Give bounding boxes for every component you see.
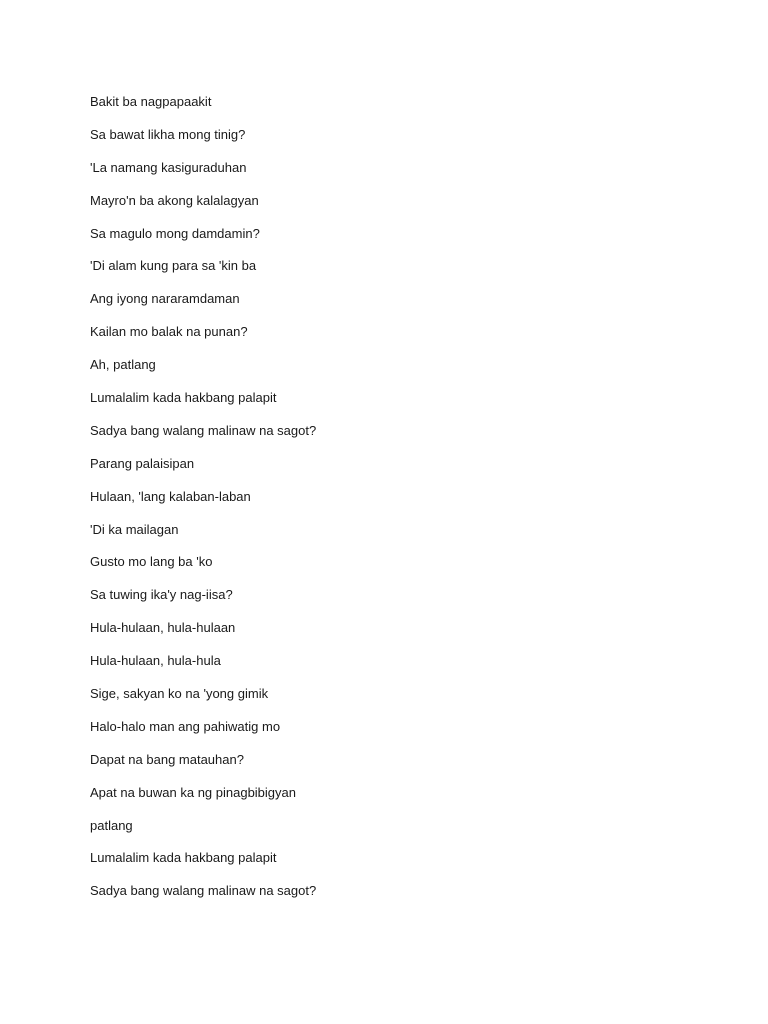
lyric-line: Sadya bang walang malinaw na sagot? (90, 883, 317, 899)
lyric-line: 'Di alam kung para sa 'kin ba (90, 258, 257, 274)
lyric-line: Sige, sakyan ko na 'yong gimik (90, 686, 269, 702)
lyric-line: 'Di ka mailagan (90, 521, 179, 537)
lyric-line: Hula-hulaan, hula-hulaan (90, 620, 236, 636)
lyric-line: Halo-halo man ang pahiwatig mo (90, 718, 281, 734)
lyric-line: Apat na buwan ka ng pinagbibigyan (90, 784, 296, 800)
lyric-line: Ah, patlang (90, 357, 156, 373)
lyric-line: 'La namang kasiguraduhan (90, 159, 247, 175)
lyric-line: Sa magulo mong damdamin? (90, 225, 260, 241)
lyric-line: Lumalalim kada hakbang palapit (90, 850, 277, 866)
lyric-line: Parang palaisipan (90, 455, 195, 471)
lyric-line: patlang (90, 817, 133, 833)
lyric-line: Lumalalim kada hakbang palapit (90, 390, 277, 406)
lyric-line: Dapat na bang matauhan? (90, 751, 244, 767)
lyric-line: Sadya bang walang malinaw na sagot? (90, 422, 317, 438)
lyric-line: Sa bawat likha mong tinig? (90, 126, 246, 142)
lyric-line: Mayro'n ba akong kalalagyan (90, 192, 259, 208)
lyric-line: Ang iyong nararamdaman (90, 291, 240, 307)
lyric-line: Gusto mo lang ba 'ko (90, 554, 213, 570)
lyric-line: Sa tuwing ika'y nag-iisa? (90, 587, 233, 603)
lyric-line: Bakit ba nagpapaakit (90, 94, 212, 109)
lyrics-text-block (90, 92, 316, 914)
lyric-line: Hulaan, 'lang kalaban-laban (90, 488, 251, 504)
lyric-line: Hula-hulaan, hula-hula (90, 653, 221, 669)
lyric-line: Kailan mo balak na punan? (90, 324, 248, 340)
